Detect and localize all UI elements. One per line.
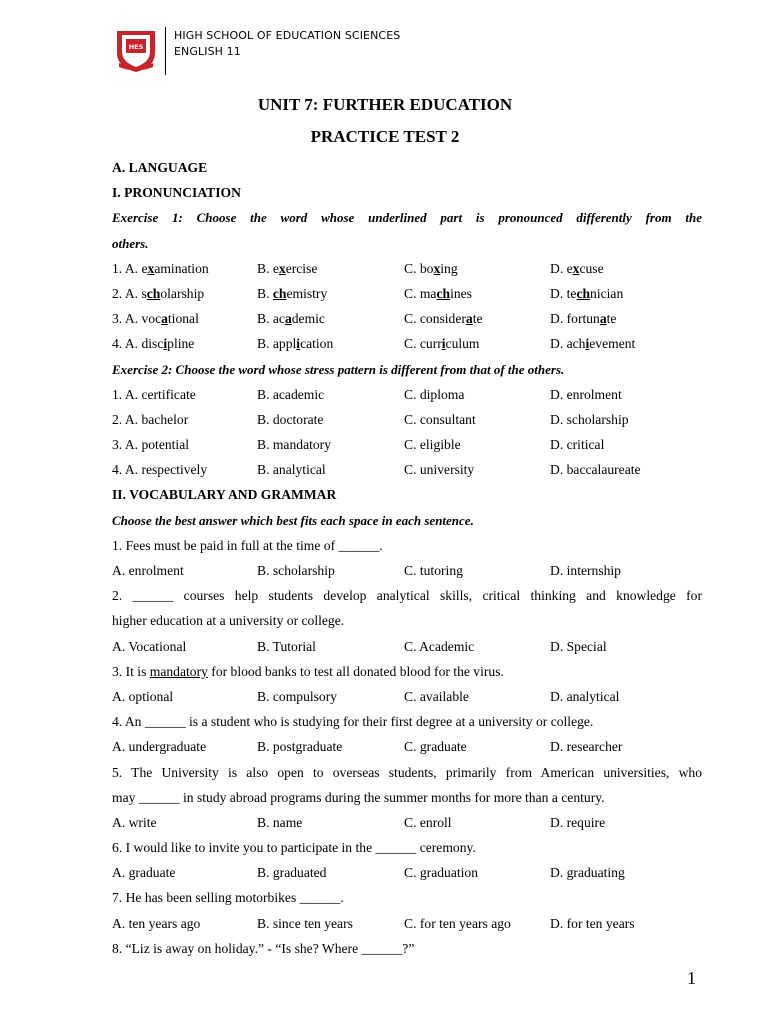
option-d: D. excuse	[550, 260, 604, 276]
option-a: A. graduate	[112, 865, 176, 881]
option-c: C. machines	[404, 285, 472, 301]
option-a: A. Vocational	[112, 638, 187, 654]
option-a: 4. A. discipline	[112, 336, 195, 352]
subject-name: ENGLISH 11	[174, 45, 241, 58]
header-text	[174, 28, 400, 60]
option-b: B. graduated	[257, 865, 327, 881]
option-b: B. application	[257, 336, 334, 352]
option-a: 2. A. bachelor	[112, 411, 189, 427]
option-d: D. fortunate	[550, 311, 617, 327]
option-c: C. enroll	[404, 814, 452, 830]
question-5-line2: may ______ in study abroad programs during the summer months for more than a century.	[112, 789, 605, 805]
option-a: 1. A. certificate	[112, 386, 196, 402]
page-number: 1	[687, 968, 696, 988]
question-6: 6. I would like to invite you to participate in the ______ ceremony.	[112, 840, 476, 856]
option-c: C. consultant	[404, 411, 476, 427]
option-d: D. technician	[550, 285, 624, 301]
option-b: B. Tutorial	[257, 638, 316, 654]
option-b: B. postgraduate	[257, 739, 343, 755]
question-6-options	[112, 860, 702, 885]
option-b: B. academic	[257, 311, 325, 327]
question-2-line1: 2. ______ courses help students develop analytical skills, critical thinking and knowledge for	[112, 588, 702, 604]
section-a-heading: A. LANGUAGE	[112, 160, 208, 175]
option-b: B. chemistry	[257, 285, 328, 301]
question-3-options	[112, 684, 702, 709]
unit-title: UNIT 7: FURTHER EDUCATION	[257, 95, 513, 114]
option-b: B. exercise	[257, 260, 318, 276]
question-1-options	[112, 558, 702, 583]
option-d: D. achievement	[550, 336, 636, 352]
ex1-item-4	[112, 331, 702, 356]
ex1-item-2	[112, 281, 702, 306]
option-a: A. ten years ago	[112, 915, 201, 931]
option-d: D. scholarship	[550, 411, 629, 427]
option-a: 4. A. respectively	[112, 462, 208, 478]
ex2-item-1	[112, 382, 702, 407]
option-c: C. considerate	[404, 311, 483, 327]
option-c: C. boxing	[404, 260, 458, 276]
option-c: C. university	[404, 462, 475, 478]
ex2-item-2	[112, 407, 702, 432]
ex2-instruction: Exercise 2: Choose the word whose stress pattern is different from that of the others.	[112, 361, 565, 377]
question-7: 7. He has been selling motorbikes ______.	[112, 890, 344, 906]
option-d: D. internship	[550, 563, 621, 578]
option-d: D. enrolment	[550, 386, 622, 402]
question-1: 1. Fees must be paid in full at the time of ______.	[112, 537, 383, 553]
option-a: 3. A. potential	[112, 437, 190, 453]
school-logo-icon	[113, 27, 159, 73]
question-8: 8. “Liz is away on holiday.” - “Is she? Where ______?”	[112, 940, 415, 956]
logo-text: HES	[128, 43, 144, 51]
ex1-item-1	[112, 256, 702, 281]
question-5-options	[112, 810, 702, 835]
option-c: C. eligible	[404, 437, 461, 453]
option-a: A. write	[112, 814, 157, 830]
option-b: B. mandatory	[257, 437, 331, 453]
option-c: C. graduation	[404, 865, 478, 881]
option-b: B. name	[257, 814, 303, 830]
option-c: C. available	[404, 688, 469, 704]
test-content	[112, 155, 702, 961]
option-c: C. curriculum	[404, 336, 480, 352]
question-4: 4. An ______ is a student who is studying for their first degree at a university or college.	[112, 714, 594, 730]
ex2-item-4	[112, 457, 702, 482]
question-7-options	[112, 911, 702, 936]
option-b: B. academic	[257, 386, 325, 402]
ex1-instruction-line2: others.	[112, 235, 149, 251]
option-d: D. researcher	[550, 739, 623, 755]
option-b: B. analytical	[257, 462, 326, 478]
option-a: A. undergraduate	[112, 739, 207, 755]
option-c: C. for ten years ago	[404, 915, 511, 931]
option-b: B. doctorate	[257, 411, 324, 427]
option-a: A. optional	[112, 688, 174, 704]
ex2-item-3	[112, 432, 702, 457]
option-b: B. scholarship	[257, 563, 335, 578]
question-4-options	[112, 734, 702, 759]
ex1-item-3	[112, 306, 702, 331]
option-c: C. tutoring	[404, 563, 463, 578]
option-a: 3. A. vocational	[112, 311, 199, 327]
option-d: D. critical	[550, 437, 605, 453]
question-3: 3. It is mandatory for blood banks to test all donated blood for the virus.	[112, 663, 504, 679]
school-name: HIGH SCHOOL OF EDUCATION SCIENCES	[174, 29, 401, 42]
header-divider	[165, 27, 166, 75]
option-c: C. graduate	[404, 739, 467, 755]
option-d: D. graduating	[550, 865, 625, 881]
option-a: 1. A. examination	[112, 260, 209, 276]
option-d: D. analytical	[550, 688, 620, 704]
option-d: D. for ten years	[550, 915, 635, 931]
ex1-instruction-line1: Exercise 1: Choose the word whose underlined part is pronounced differently from the	[112, 210, 702, 226]
underlined-word: mandatory	[149, 663, 208, 679]
question-2-options	[112, 634, 702, 659]
option-d: D. Special	[550, 638, 607, 654]
question-5-line1: 5. The University is also open to overseas students, primarily from American universities, who	[112, 764, 702, 780]
question-2-line2: higher education at a university or college.	[112, 613, 345, 629]
option-d: D. require	[550, 814, 606, 830]
test-title: PRACTICE TEST 2	[310, 127, 460, 146]
option-b: B. compulsory	[257, 688, 338, 704]
option-a: 2. A. scholarship	[112, 285, 205, 301]
option-a: A. enrolment	[112, 563, 184, 578]
section-i-heading: I. PRONUNCIATION	[112, 185, 241, 201]
option-b: B. since ten years	[257, 915, 353, 931]
vg-instruction: Choose the best answer which best fits each space in each sentence.	[112, 512, 474, 528]
option-d: D. baccalaureate	[550, 462, 641, 478]
option-c: C. diploma	[404, 386, 465, 402]
section-ii-heading: II. VOCABULARY AND GRAMMAR	[112, 487, 337, 503]
option-c: C. Academic	[404, 638, 475, 654]
